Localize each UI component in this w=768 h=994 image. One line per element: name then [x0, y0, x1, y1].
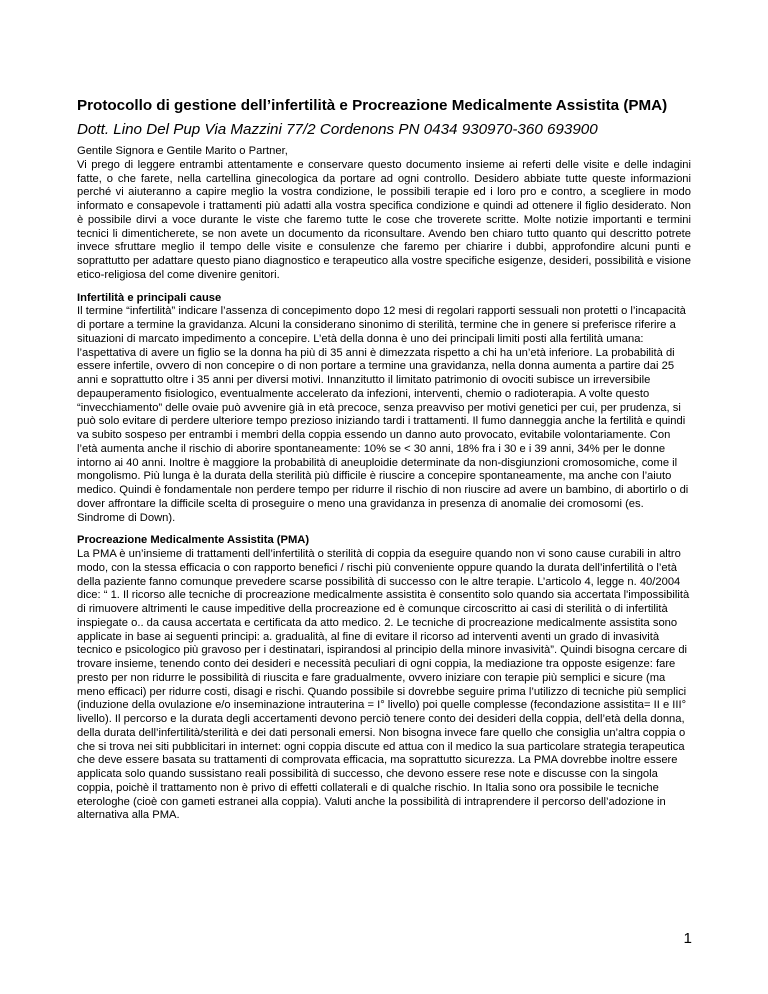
greeting: Gentile Signora e Gentile Marito o Partner, — [77, 145, 288, 157]
section-body: La PMA è un’insieme di trattamenti dell’infertilità o sterilità di coppia da eseguire quando non vi sono cause curabili in altro modo, con la stessa efficacia o con rapporto benefici / rischi più conveniente oppure quando la durata dell’infertilità o l’età della paziente fanno comunque prevedere scarse possibilità di successo con le altre terapie. L’articolo 4, legge n. 40/2004 dice: “ 1. Il ricorso alle tecniche di procreazione medicalmente assistita è consentito solo quando sia accertata l'impossibilità di rimuovere altrimenti le cause impeditive della procreazione ed è comunque circoscritto ai casi di sterilità o di infertilità inspiegate o.. da causa accertata e certificata da atto medico. 2. Le tecniche di procreazione medicalmente assistita sono applicate in base ai seguenti principi: a. gradualità, al fine di evitare il ricorso ad interventi aventi un grado di invasività tecnico e psicologico più gravoso per i destinatari, ispirandosi al principio della minore invasività”. Quindi bisogna cercare di trovare insieme, tenendo conto dei desideri e necessità peculiari di ogni coppia, la mediazione tra opposte esigenze: fare presto per non ridurre le possibilità di riuscita e fare gradualmente, ovvero iniziare con terapie più semplici e sicure (ma meno efficaci) per ridurre costi, disagi e rischi. Quando possibile si dovrebbe seguire prima l’utilizzo di tecniche più semplici (induzione della ovulazione e/o inseminazione intrauterina = I° livello) poi quelle complesse (fecondazione assistita= II e III° livello). Il percorso e la durata degli accertamenti devono perciò tenere conto dei desideri della coppia, dell’età della donna, della durata dell’infertilità/sterilità e dei dati personali emersi. Non bisogna invece fare quello che consiglia un’altra coppia o che si trova nei siti pubblicitari in internet: ogni coppia discute ed attua con il medico la sua particolare strategia terapeutica che deve essere basata su trattamenti di comprovata efficacia, ma soprattutto sicurezza. La PMA dovrebbe inoltre essere applicata solo quando sussistano reali possibilità di successo, che devono essere rese note e discusse con la singola coppia, poichè il trattamento non è privo di effetti collaterali e di qualche rischio. In Italia sono ora possibile le tecniche eterologhe (cioè con gameti estranei alla coppia). Valuti anche la possibilità di intraprendere il percorso dell’adozione in alternativa alla PMA. — [77, 548, 690, 822]
author-contact-line: Dott. Lino Del Pup Via Mazzini 77/2 Cordenons PN 0434 930970-360 693900 — [77, 121, 598, 138]
document-title: Protocollo di gestione dell’infertilità e Procreazione Medicalmente Assistita (PMA) — [77, 97, 668, 114]
section-pma — [77, 534, 691, 823]
section-heading: Procreazione Medicalmente Assistita (PMA) — [77, 534, 310, 547]
section-infertility-causes — [77, 292, 691, 526]
section-body: Il termine “infertilità” indicare l’assenza di concepimento dopo 12 mesi di regolari rapporti sessuali non protetti o l’incapacità di portare a termine la gravidanza. Alcuni la considerano sinonimo di sterilità, termine che in genere si preferisce riferire a situazioni di marcato impedimento a concepire. L’età della donna è uno dei principali limiti posti alla fertilità umana: l’aspettativa di avere un figlio se la donna ha più di 35 anni è dimezzata rispetto a chi ha un’età inferiore. La probabilità di essere infertile, ovvero di non concepire o di non portare a termine una gravidanza, nella donna aumenta a partire dai 25 anni e soprattutto oltre i 35 anni per diversi motivi. Innanzitutto il limitato patrimonio di ovociti subisce un irreversibile depauperamento fisiologico, eventualmente accelerato da infezioni, interventi, chemio o radioterapia. A volte questo “invecchiamento” delle ovaie può avvenire già in età precoce, senza preavviso per motivi genetici per cui, per prudenza, si può solo evitare di perdere ulteriore tempo prezioso iniziando tardi i trattamenti. Il fumo danneggia anche la fertilità e quindi va subito sospeso per entrambi i membri della coppia essendo un danno auto provocato, evitabile volontariamente. Con l’età aumenta anche il rischio di aborire spontaneamente: 10% se < 30 anni, 18% fra i 30 e i 39 anni, 34% per le donne intorno ai 40 anni. Inoltre è maggiore la probabilità di aneuploidie determinate da non-disgiunzioni cromosomiche, come il mongolismo. Più lunga è la durata della sterilità più difficile è riuscire a concepire spontaneamente, ma anche con l’aiuto medico. Quindi è fondamentale non perdere tempo per ridurre il rischio di non riuscire ad avere un bambino, di abortirlo o di dover affrontare la difficile scelta di proseguire o meno una gravidanza in presenza di anomalie dei cromosomi (es. Sindrome di Down). — [77, 305, 689, 524]
page-number: 1 — [683, 930, 692, 947]
section-heading: Infertilità e principali cause — [77, 291, 222, 304]
document-page — [77, 96, 691, 823]
intro-paragraph: Vi prego di leggere entrambi attentamente e conservare questo documento insieme ai referti delle visite e delle indagini fatte, o che farete, nella cartellina ginecologica da portare ad ogni controllo. Desidero abbiate tutte queste informazioni perché vi aiuteranno a capire meglio la vostra condizione, le possibili terapie ed i loro pro e contro, a scegliere in modo informato e consapevole i trattamenti più adatti alla vostra specifica condizione e quindi ad ottenere il figlio desiderato. Non è possibile dirvi a voce durante le viste che faremo tutte le cose che troverete scritte. Molte notizie importanti e termini tecnici li dimenticherete, se non avete un documento da riconsultare. Avendo ben chiaro tutto quanto qui descritto potrete invece sfruttare meglio il tempo delle visite e consulenze che faremo per chiarire i dubbi, approfondire alcuni punti e soprattutto per adattare questo piano diagnostico e terapeutico alla vostre specifiche esigenze, desideri, possibilità e visione etico-religiosa del come divenire genitori. — [77, 158, 691, 281]
